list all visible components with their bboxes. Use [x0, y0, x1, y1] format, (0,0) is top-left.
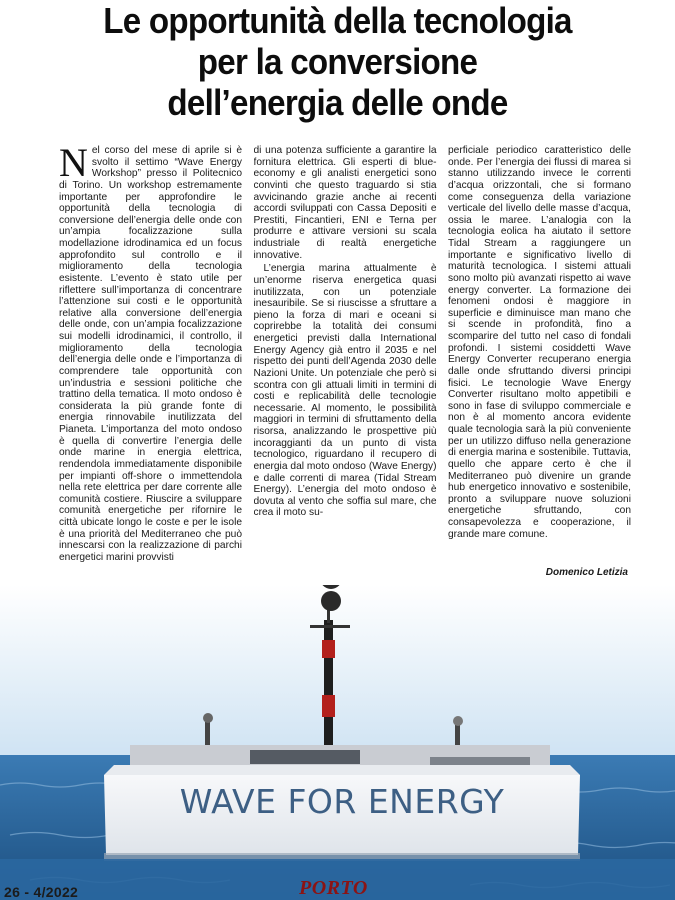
paragraph: di una potenza sufficiente a garantire la fornitura elettrica. Gli esperti di blue-economy e gli analisti energetici sono convinti che questo traguardo si stia avvicinando grazie anche ai recenti accordi sviluppati con Cassa Depositi e Prestiti, Fincantieri, ENI e Terna per produrre e attivare versioni su scala industriale di realtà energetiche innovative. — [253, 145, 437, 261]
buoy-photo — [0, 585, 675, 900]
sky — [0, 585, 675, 757]
magazine-logo: PORTO — [299, 877, 368, 899]
paragraph: perficiale periodico caratteristico delle onde. Per l’energia dei flussi di marea si stanno utilizzando invece le correnti d’acqua orizzontali, che si formano come conseguenza della variazione verticale del livello delle masse d’acqua, ossia le maree. L’analogia con la tecnologia eolica ha aiutato il settore Tidal Stream a raggiungere un importante e significativo livello di maturità tecnologica. I sistemi attuali sono molto più avanzati rispetto ai wave energy converter. La formazione dei fenomeni ondosi è maggiore in superficie e diminuisce man mano che si scende in profondità, fino a scomparire del tutto nel caso di fondali profondi. I sistemi cosiddetti Wave Energy Converter recuperano energia dalle onde sfruttando diversi principi fisici. Le tecnologie Wave Energy Converter risultano molto appetibili e sono in fase di sviluppo commerciale e non è al momento ancora evidente quale tecnologia sarà la più conveniente per un utilizzo diffuso nella generazione di energia marina e sostenibile. Tuttavia, quello che appare certo è che il Mediterraneo può divenire un grande hub energetico innovativo e sostenibile, pronto a sviluppare nuove soluzioni energetiche sfruttando, con consapevolezza e cooperazione, il grande mare comune. — [448, 145, 631, 540]
paragraph: L’energia marina attualmente è un’enorme riserva energetica quasi inutilizzata, con un potenziale inesauribile. Se si riuscisse a sfruttare a pieno la forza di mari e oceani si coprirebbe la totalità dei consumi energetici previsti dalla International Energy Agency già entro il 2035 e nel rispetto dei punti dell’Agenda 2030 delle Nazioni Unite. Un potenziale che però si scontra con gli attuali limiti in termini di costi e replicabilità delle tecnologie necessarie. Al momento, le possibilità maggiori in termini di sfruttamento della risorsa, analizzando le prospettive più incoraggianti da un punto di vista tecnologico, riguardano il recupero di energia dal moto ondoso (Wave Energy) e dalle correnti di marea (Tidal Stream Energy). L’energia del moto ondoso è dovuta al vento che soffia sul mare, che crea il moto su- — [253, 263, 437, 519]
title-line: Le opportunità della tecnologia — [103, 0, 572, 41]
title-line: dell’energia delle onde — [167, 82, 508, 123]
paragraph-text: el corso del mese di aprile si è svolto il settimo “Wave Energy Workshop” presso il Politecnico di Torino. Un workshop estremamente importante per approfondire le opportunità della tecnologia di conversione dell’energia delle onde con un’ampia focalizzazione sulla modellazione idrodinamica ed un focus approfondito sul controllo e il miglioramento della tecnologia esistente. L’evento è stato utile per riflettere sull’importanza di concentrare l’attenzione sui costi e le opportunità relative alla conversione dell’energia delle onde, con un’ampia focalizzazione sui modelli idrodinamici, il controllo, il miglioramento della tecnologia dell’energia delle onde e l’importanza di comprendere tale opportunità con un’industria e sessioni politiche che trattino della tematica. Il moto ondoso è considerata la più grande fonte di energia rinnovabile inutilizzata del Pianeta. L’importanza del moto ondoso è quella di convertire l’energia delle onde marine in energia elettrica, rendendola immediatamente disponibile per impianti off-shore o immettendola nella rete elettrica per dare corrente alle comunità costiere. Riuscire a sviluppare comunità energetiche per rifornire le città ubicate longo le coste e per le isole è una priorità del Mediterraneo che può innescarsi con la realizzazione di parchi energetici marini provvisti — [59, 145, 242, 563]
drop-cap: N — [59, 145, 88, 185]
text-column-1 — [59, 145, 242, 585]
article-title — [27, 0, 648, 123]
page-number: 26 - 4/2022 — [4, 884, 79, 900]
paragraph — [59, 145, 242, 564]
title-line: per la conversione — [197, 41, 478, 82]
article-body — [59, 145, 631, 585]
text-column-2 — [254, 145, 437, 585]
photo-illustration — [0, 585, 675, 900]
text-column-3 — [448, 145, 631, 585]
buoy-lettering: WAVE FOR ENERGY — [179, 782, 505, 821]
author-byline: Domenico Letizia — [545, 567, 628, 578]
